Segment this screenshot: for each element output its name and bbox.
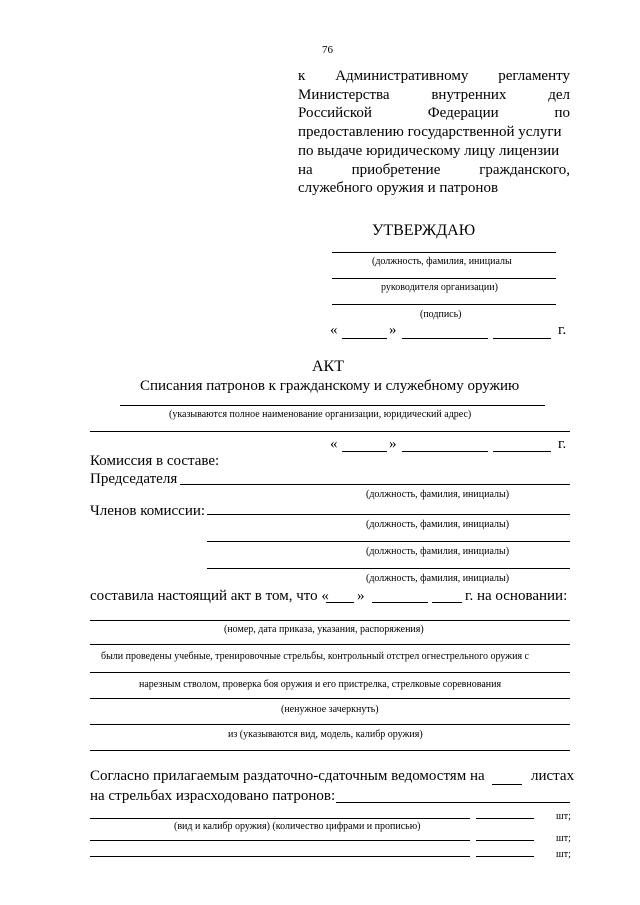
act-date-close-quote: » [389, 436, 397, 452]
document-subtitle: Списания патронов к гражданскому и служебному оружию [140, 378, 520, 394]
preamble-line [298, 143, 570, 160]
preamble-word: к [298, 68, 306, 84]
sheets-count-line [492, 784, 522, 785]
chairman-label: Председателя [90, 471, 178, 487]
row1-type-line [90, 818, 470, 819]
act-text-part3: г. на основании: [465, 588, 568, 604]
approval-date-year-line [493, 338, 551, 339]
approval-hint-position: (должность, фамилия, инициалы [372, 256, 512, 267]
preamble-word: служебного оружия и патронов [298, 180, 499, 197]
member-line-2 [207, 541, 570, 542]
chairman-line [180, 484, 570, 485]
row3-type-line [90, 856, 470, 857]
row2-unit: шт; [556, 833, 571, 844]
org-line [120, 405, 545, 406]
preamble-line [298, 162, 570, 179]
approval-hint-signature: (подпись) [420, 309, 462, 320]
weapon-line-1 [90, 724, 570, 725]
preamble-line [298, 68, 570, 85]
row1-unit: шт; [556, 811, 571, 822]
row2-type-line [90, 840, 470, 841]
approval-line-2 [332, 278, 556, 279]
order-line-2 [90, 644, 570, 645]
act-date-day-line [342, 451, 387, 452]
row1-qty-line [476, 818, 534, 819]
order-line [90, 620, 570, 621]
commission-label: Комиссия в составе: [90, 453, 220, 469]
preamble-word: Министерства [298, 86, 390, 103]
approval-date-close-quote: » [389, 322, 397, 338]
strike-hint: (ненужное зачеркнуть) [281, 704, 379, 715]
row3-qty-line [476, 856, 534, 857]
page-number: 76 [322, 44, 333, 56]
preamble-word: гражданского, [479, 161, 570, 178]
act-date-year-line [493, 451, 551, 452]
member-hint-3: (должность, фамилия, инициалы) [366, 573, 510, 584]
preamble-word: по [554, 105, 570, 122]
approval-year-suffix: г. [558, 322, 567, 338]
spent-label: на стрельбах израсходовано патронов: [90, 788, 336, 804]
preamble-word: Административному [335, 68, 469, 84]
weapon-line-2 [90, 750, 570, 751]
shooting-line-2 [90, 698, 570, 699]
member-line-1 [207, 514, 570, 515]
preamble-word: внутренних [431, 86, 507, 103]
shooting-text-1: были проведены учебные, тренировочные стрельбы, контрольный отстрел огнестрельного оружия с [101, 651, 529, 662]
preamble-word: дел [548, 86, 570, 103]
approval-line-3 [332, 304, 556, 305]
act-year-suffix: г. [558, 436, 567, 452]
approval-line-1 [332, 252, 556, 253]
spent-line [336, 802, 570, 803]
members-label: Членов комиссии: [90, 503, 206, 519]
consumption-text-part1: Согласно прилагаемым раздаточно-сдаточным ведомостям на [90, 768, 485, 784]
chairman-hint: (должность, фамилия, инициалы) [366, 489, 510, 500]
act-month-line [372, 602, 428, 603]
document-title: АКТ [312, 358, 344, 375]
row-hint: (вид и калибр оружия) (количество цифрами и прописью) [174, 821, 421, 832]
act-text-part2: » [357, 588, 365, 604]
act-text-part1: составила настоящий акт в том, что « [90, 588, 329, 604]
org-hint: (указываются полное наименование организации, юридический адрес) [169, 409, 472, 420]
row3-unit: шт; [556, 849, 571, 860]
preamble-word: Федерации [427, 105, 499, 122]
act-year-line [432, 602, 462, 603]
preamble-word: по выдаче юридическому лицу лицензии [298, 142, 560, 159]
act-day-line [326, 602, 354, 603]
preamble-word: на [298, 161, 313, 178]
preamble-line [298, 105, 570, 122]
preamble-line [298, 87, 570, 104]
approval-heading: УТВЕРЖДАЮ [372, 222, 476, 239]
preamble-line [298, 124, 570, 141]
act-date-month-line [402, 451, 488, 452]
approval-date-day-line [342, 338, 387, 339]
shooting-line-1 [90, 672, 570, 673]
preamble-word: регламенту [498, 68, 570, 84]
member-hint-2: (должность, фамилия, инициалы) [366, 546, 510, 557]
preamble-word: приобретение [351, 161, 441, 178]
approval-date-month-line [402, 338, 488, 339]
approval-hint-head: руководителя организации) [381, 282, 498, 293]
approval-date-open-quote: « [330, 322, 338, 338]
member-hint-1: (должность, фамилия, инициалы) [366, 519, 510, 530]
shooting-text-2: нарезным стволом, проверка боя оружия и его пристрелка, стрелковые соревнования [139, 679, 502, 690]
member-line-3 [207, 568, 570, 569]
order-hint: (номер, дата приказа, указания, распоряжения) [224, 624, 424, 635]
preamble-line [298, 180, 570, 197]
preamble-word: предоставлению государственной услуги [298, 124, 562, 141]
consumption-text-part2: листах [531, 768, 575, 784]
weapon-hint: из (указываются вид, модель, калибр оружия) [228, 729, 423, 740]
act-date-open-quote: « [330, 436, 338, 452]
org-line-2 [90, 431, 570, 432]
row2-qty-line [476, 840, 534, 841]
preamble-word: Российской [298, 105, 372, 122]
